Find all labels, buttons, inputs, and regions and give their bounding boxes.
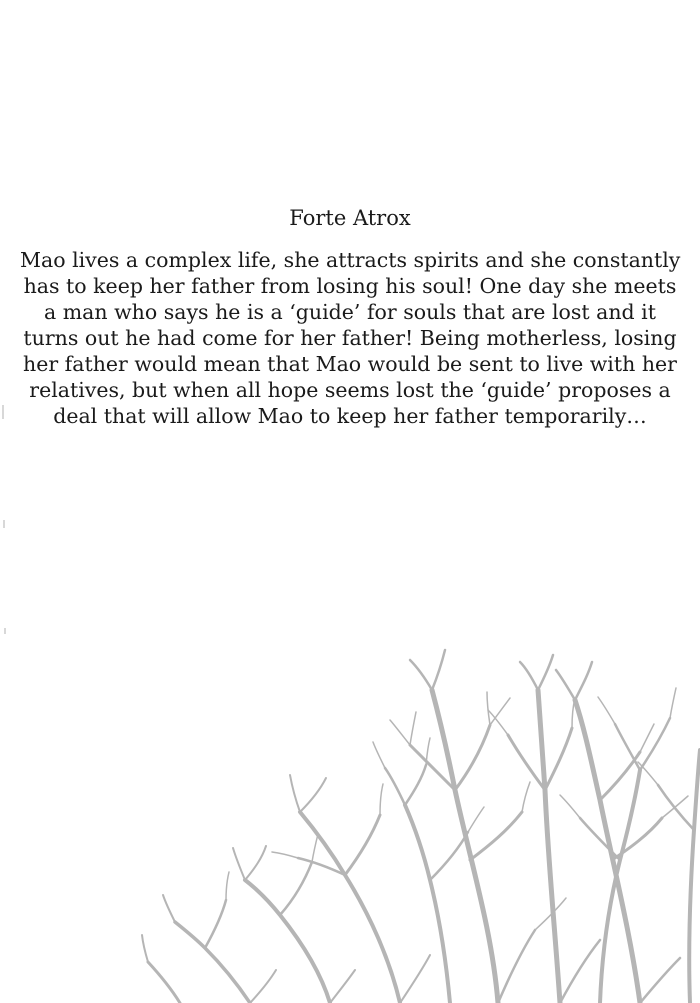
synopsis-line: turns out he had come for her father! Being motherless, losing xyxy=(23,326,677,350)
synopsis-line: deal that will allow Mao to keep her father temporarily… xyxy=(53,404,647,428)
synopsis-line: Mao lives a complex life, she attracts spirits and she constantly xyxy=(20,248,681,272)
synopsis-line: relatives, but when all hope seems lost the ‘guide’ proposes a xyxy=(29,378,671,402)
synopsis-line: has to keep her father from losing his soul! One day she meets xyxy=(23,274,677,298)
margin-speck xyxy=(2,405,4,419)
synopsis-line: her father would mean that Mao would be sent to live with her xyxy=(23,352,677,376)
margin-speck xyxy=(3,520,5,528)
margin-speck xyxy=(4,628,6,634)
book-title: Forte Atrox xyxy=(289,206,411,230)
tree-branches xyxy=(142,650,700,1003)
synopsis-line: a man who says he is a ‘guide’ for souls that are lost and it xyxy=(44,300,656,324)
